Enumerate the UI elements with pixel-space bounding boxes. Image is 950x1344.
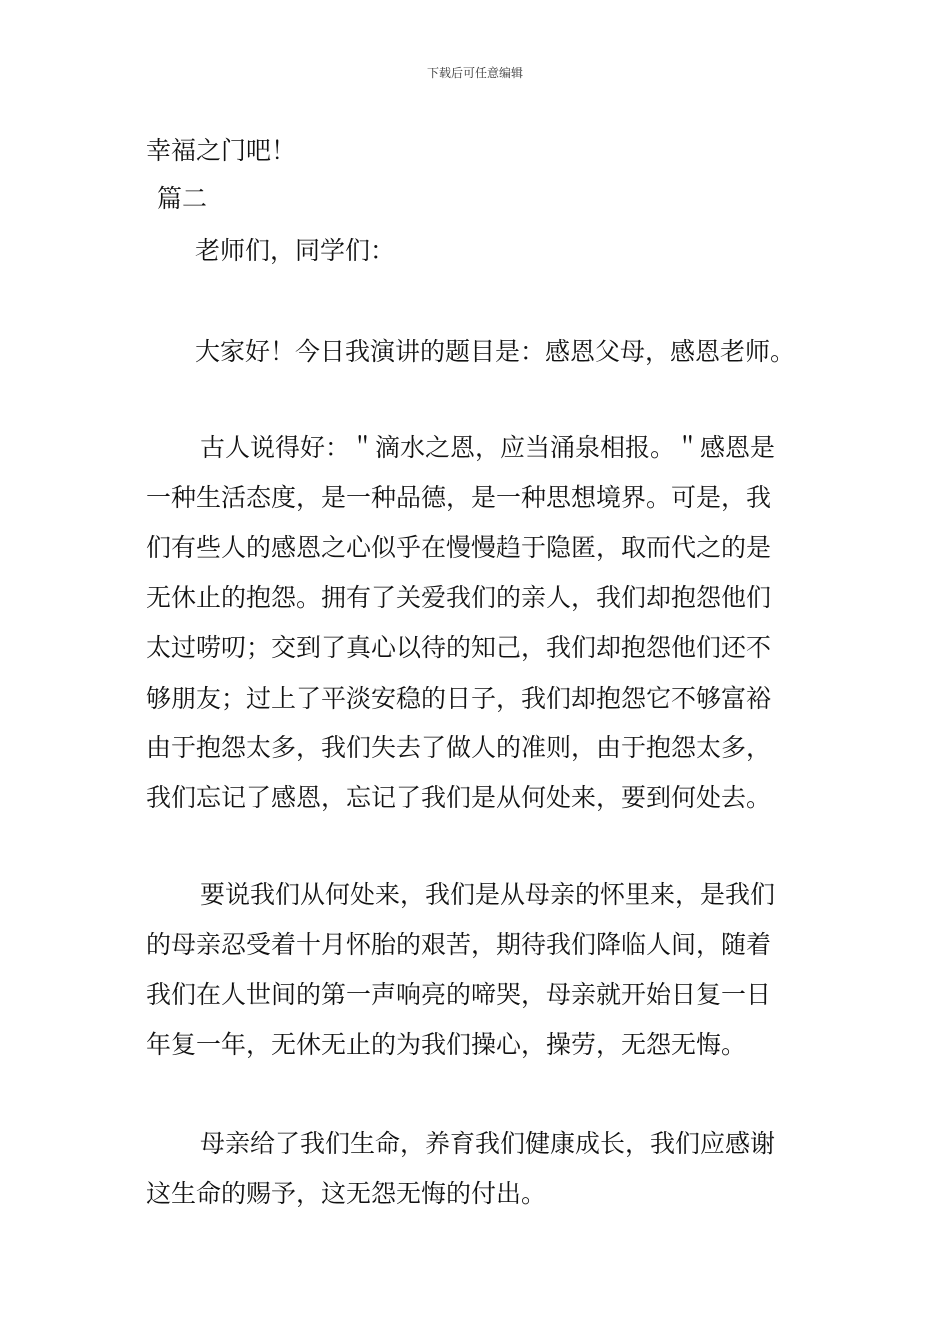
text-line: 我们在人世间的第一声响亮的啼哭，母亲就开始日复一日 bbox=[146, 980, 772, 1009]
text-line: 大家好！今日我演讲的题目是：感恩父母，感恩老师。 bbox=[195, 337, 796, 366]
text-line: 由于抱怨太多，我们失去了做人的准则，由于抱怨太多， bbox=[146, 733, 772, 762]
paragraph-start: 古人说得好：＂滴水之恩，应当涌泉相报。＂感恩是 bbox=[200, 433, 776, 462]
page-header: 下载后可任意编辑 bbox=[426, 66, 523, 80]
section-heading: 篇二 bbox=[157, 184, 208, 213]
text-line: 年复一年，无休无止的为我们操心，操劳，无怨无悔。 bbox=[146, 1030, 747, 1059]
salutation: 老师们，同学们： bbox=[195, 236, 396, 265]
text-line: 太过唠叨；交到了真心以待的知己，我们却抱怨他们还不 bbox=[146, 633, 772, 662]
text-line: 无休止的抱怨。拥有了关爱我们的亲人，我们却抱怨他们 bbox=[146, 583, 772, 612]
text-line: 一种生活态度，是一种品德，是一种思想境界。可是，我 bbox=[146, 483, 772, 512]
text-line: 的母亲忍受着十月怀胎的艰苦，期待我们降临人间，随着 bbox=[146, 930, 772, 959]
paragraph-start: 要说我们从何处来，我们是从母亲的怀里来，是我们 bbox=[200, 880, 776, 909]
text-line: 我们忘记了感恩，忘记了我们是从何处来，要到何处去。 bbox=[146, 783, 772, 812]
text-line: 这生命的赐予，这无怨无悔的付出。 bbox=[146, 1179, 547, 1208]
text-line: 够朋友；过上了平淡安稳的日子，我们却抱怨它不够富裕 bbox=[146, 684, 772, 713]
text-line: 们有些人的感恩之心似乎在慢慢趋于隐匿，取而代之的是 bbox=[146, 533, 772, 562]
paragraph-start: 母亲给了我们生命，养育我们健康成长，我们应感谢 bbox=[200, 1129, 776, 1158]
text-line: 幸福之门吧！ bbox=[146, 136, 297, 165]
